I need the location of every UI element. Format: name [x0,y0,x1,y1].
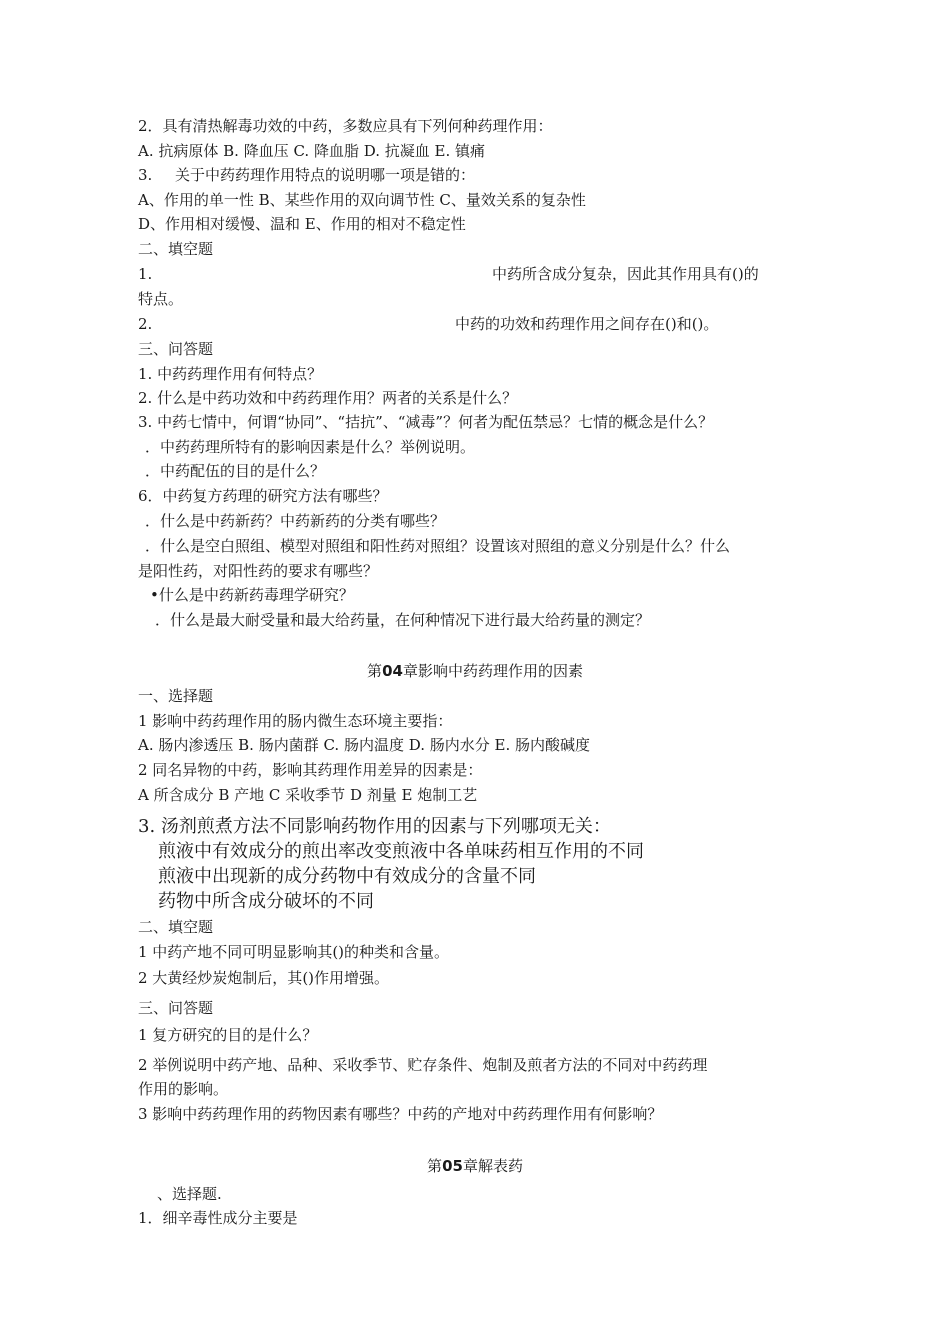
fill-1-number: 1. [138,265,153,283]
question-2: 2．具有清热解毒功效的中药，多数应具有下列何种药理作用： [138,117,553,135]
question-3-options-line2: D、作用相对缓慢、温和 E、作用的相对不稳定性 [138,215,466,233]
question-1: 1 影响中药药理作用的肠内微生态环境主要指： [138,712,453,730]
qa-1: 1 复方研究的目的是什么？ [138,1026,318,1044]
question-3: 3. 汤剂煎煮方法不同影响药物作用的因素与下列哪项无关： [138,816,611,837]
qa-item-cont: 是阳性药，对阳性药的要求有哪些？ [138,562,379,580]
qa-heading: 三、问答题 [138,999,214,1017]
qa-item: ．中药药理所特有的影响因素是什么？举例说明。 [145,438,476,456]
qa-item: 6．中药复方药理的研究方法有哪些？ [138,487,388,505]
qa-item: 1. 中药药理作用有何特点？ [138,365,323,383]
qa-item: 2. 什么是中药功效和中药药理作用？两者的关系是什么？ [138,389,518,407]
fill-1-text: 中药所含成分复杂，因此其作用具有()的 [492,265,759,283]
qa-2: 2 举例说明中药产地、品种、采收季节、贮存条件、炮制及煎者方法的不同对中药药理 [138,1056,708,1074]
question-2-options: A. 抗病原体 B. 降血压 C. 降血脂 D. 抗凝血 E. 镇痛 [138,142,485,160]
qa-2-cont: 作用的影响。 [138,1080,229,1098]
qa-item: ．什么是最大耐受量和最大给药量，在何种情况下进行最大给药量的测定？ [155,611,651,629]
qa-item: ．什么是中药新药？中药新药的分类有哪些？ [145,512,446,530]
fill-1: 1 中药产地不同可明显影响其()的种类和含量。 [138,943,450,961]
choice-heading: 一、选择题 [138,687,214,705]
fill-1-text-cont: 特点。 [138,290,184,308]
question-1-options: A. 肠内渗透压 B. 肠内菌群 C. 肠内温度 D. 肠内水分 E. 肠内酸碱度 [138,736,590,754]
qa-item: •什么是中药新药毒理学研究？ [150,586,354,604]
question-3-options-line1: A、作用的单一性 B、某些作用的双向调节性 C、量效关系的复杂性 [138,191,586,209]
qa-3: 3 影响中药药理作用的药物因素有哪些？中药的产地对中药药理作用有何影响？ [138,1105,663,1123]
fill-heading: 二、填空题 [138,918,214,936]
question-3-option: 药物中所含成分破坏的不同 [158,891,374,912]
question-3-number: 3. [138,166,153,184]
question-1: 1．细辛毒性成分主要是 [138,1209,298,1227]
question-3-option: 煎液中出现新的成分药物中有效成分的含量不同 [158,866,536,887]
choice-heading: 、选择题. [157,1185,222,1203]
question-3-option: 煎液中有效成分的煎出率改变煎液中各单味药相互作用的不同 [158,841,644,862]
question-2: 2 同名异物的中药，影响其药理作用差异的因素是： [138,761,483,779]
fill-2: 2 大黄经炒炭炮制后，其()作用增强。 [138,969,390,987]
qa-heading: 三、问答题 [138,340,214,358]
chapter-05-title: 第05章解表药 [427,1157,523,1175]
chapter-04-title: 第04章影响中药药理作用的因素 [367,662,583,680]
qa-item: ．什么是空白照组、模型对照组和阳性药对照组？设置该对照组的意义分别是什么？什么 [145,537,731,555]
qa-item: ．中药配伍的目的是什么？ [145,462,326,480]
question-3: 关于中药药理作用特点的说明哪一项是错的： [175,166,476,184]
fill-heading: 二、填空题 [138,240,214,258]
qa-item: 3. 中药七情中，何谓“协同”、“拮抗”、“减毒”？何者为配伍禁忌？七情的概念是什么？ [138,413,714,431]
fill-2-text: 中药的功效和药理作用之间存在()和()。 [455,315,719,333]
fill-2-number: 2. [138,315,153,333]
question-2-options: A 所含成分 B 产地 C 采收季节 D 剂量 E 炮制工艺 [138,786,478,804]
